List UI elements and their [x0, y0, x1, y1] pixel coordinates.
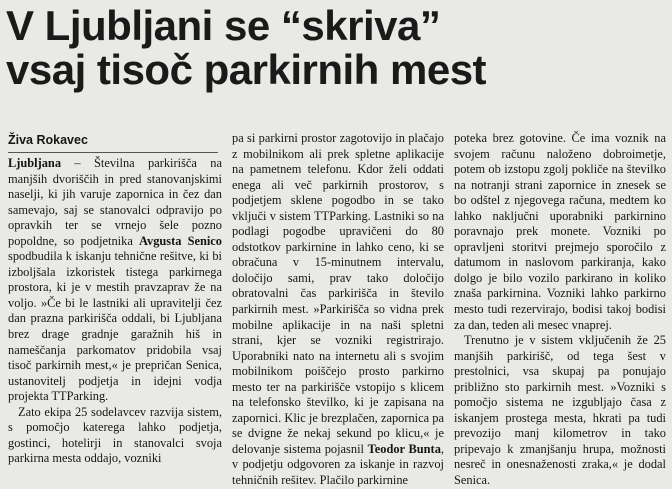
paragraph-1-text: – Številna parkirišča na manjših dvoriščih in pred stanovanjskimi naselji, ki jih varuje zapornica in čez dan samevajo, saj se stanovalci odpravijo po opravkih ter se vrnejo šele pozno popoldne, so podjetnika — [8, 156, 222, 248]
article-column-3 — [454, 131, 666, 489]
paragraph-4: poteka brez gotovine. Če ima voznik na svojem računu naloženo dobroimetje, potem ob izstopu zgolj pokliče na številko na notranji strani zapornice in znesek se bo odštel z njegovega računa, medtem ko lahko naključni uporabniki parkirnino poravnajo prek monete. Vozniki po opravljeni storitvi prejmejo sporočilo z datumom in naslovom parkiranja, kako dolgo je bilo vozilo parkirano in koliko znaša parkirnina. Vozniki lahko parkirno mesto tudi rezervirajo, bodisi takoj bodisi za dan, teden ali mesec vnaprej. — [454, 131, 666, 332]
paragraph-3 — [232, 131, 444, 489]
person-name: Avgusta Senico — [138, 233, 222, 248]
person-name-2: Teodor Bunta — [367, 441, 441, 456]
byline-rule — [8, 152, 218, 153]
paragraph-3-text-end: , v podjetju odgovoren za iskanje in razvoj tehničnih rešitev. Plačilo parkirnine — [232, 441, 444, 488]
paragraph-2: Zato ekipa 25 sodelavcev razvija sistem, s pomočjo katerega lahko podjetja, gostinci, hotelirji in stanovalci svoja parkirna mesta oddajo, vozniki — [8, 404, 222, 466]
paragraph-5: Trenutno je v sistem vključenih že 25 manjših parkirišč, od tega šest v prestolnici, vsa skupaj pa ponujajo približno sto parkirnih mest. »Vozniki s pomočjo sistema ne izgubljajo časa z iskanjem prostega mesta, hkrati pa tudi prevozijo manj kilometrov in tako pripevajo k zmanjšanju hrupa, možnosti nesreč in onesnaženosti zraka,« je dodal Senica. — [454, 333, 666, 488]
paragraph-3-text: pa si parkirni prostor zagotovijo in plačajo z mobilnikom ali prek spletne aplikacije na pametnem telefonu. Kdor želi oddati enega ali več parkirnih prostorov, s podjetjem sklene pogodbo in se tako vključi v sistem TTParking. Lastniki so na podlagi pogodbe upravičeni do 80 odstotkov parkirnine in lahko ceno, ki se obračuna v 15-minutnem intervalu, določijo sami, prav tako določijo obratovalni čas parkirišča in število parkirnih mest. »Parkirišča so vidna prek mobilne aplikacije in na naši spletni strani, kjer se vozniki registrirajo. Uporabniki nato na internetu ali s svojim mobilnikom poiščejo prosto parkirno mesto ter na parkirišče vstopijo s klicem na telefonsko številko, ki je zapisana na zapornici. Klic je brezplačen, zapornica pa se dvigne že nekaj sekund po klicu,« je delovanje sistema pojasnil — [232, 131, 444, 456]
article-column-1 — [8, 156, 222, 467]
headline-line-2: vsaj tisoč parkirnih mest — [6, 46, 487, 93]
article-column-2 — [232, 131, 444, 489]
paragraph-1-text-end: spodbudila k iskanju tehnične rešitve, ki bi izboljšala izkoristek tistega parkirnega prostora, ki je v mestih pravzaprav že na voljo. »Če bi le lastniki ali upravitelji čez dan prazna parkirišča oddali, bi Ljubljana brez drage gradnje garažnih hiš in nameščanja parkomatov pridobila vsaj tisoč parkirnih mest,« je prepričan Senica, ustanovitelj podjetja in idejni vodja projekta TTParking. — [8, 249, 222, 404]
dateline-city: Ljubljana — [8, 156, 62, 170]
headline-line-1: V Ljubljani se “skriva” — [6, 2, 441, 49]
article-headline — [6, 4, 566, 92]
author-byline: Živa Rokavec — [8, 133, 88, 147]
paragraph-1 — [8, 156, 222, 405]
